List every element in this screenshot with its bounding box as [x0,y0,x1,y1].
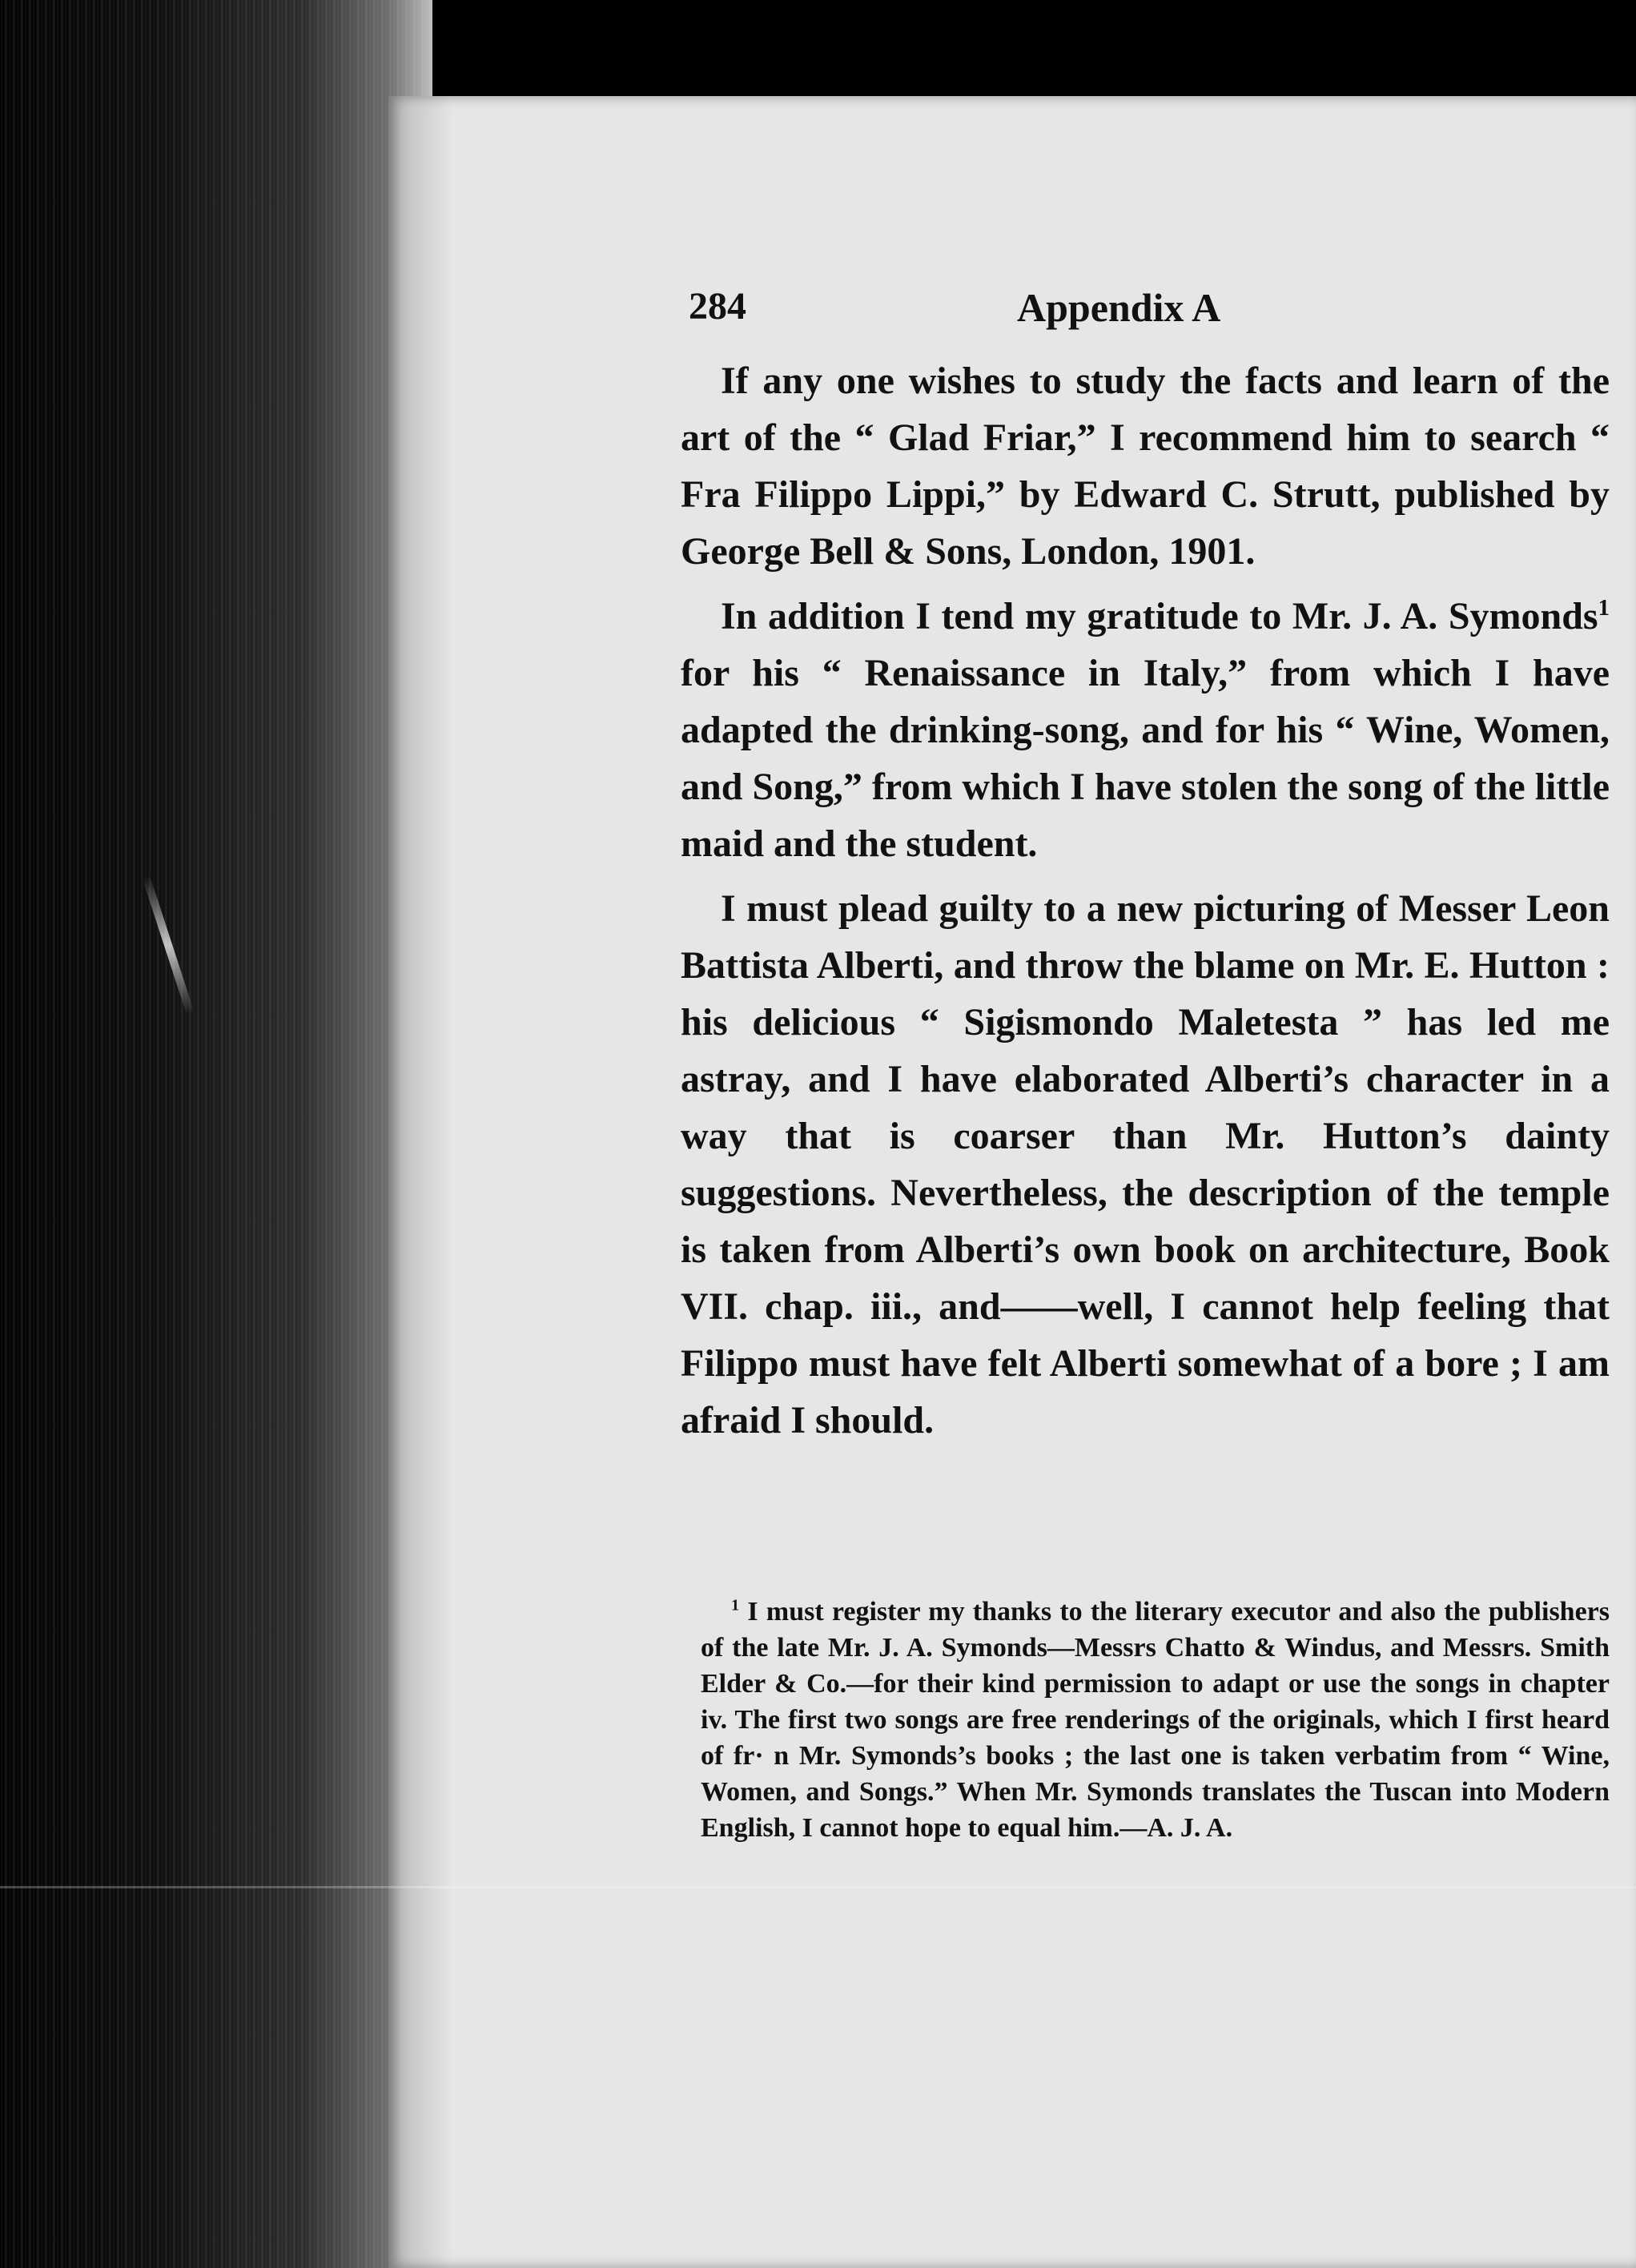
paragraph-1: If any one wishes to study the facts and learn of the art of the “ Glad Friar,” I recommend him to search “ Fra Filippo Lippi,” by Edward C. Strutt, published by George Bell & Sons, London, 1901. [681,360,1610,573]
footnote-marker: 1 [731,1596,740,1615]
page-header [689,284,1538,348]
footnote-paragraph [701,1594,1610,1846]
paragraph-3: I must plead guilty to a new picturing of Messer Leon Battista Alberti, and throw the blame on Mr. E. Hutton : his delicious “ Sigismondo Maletesta ” has led me astray, and I have elaborated Alberti’s character in a way that is coarser than Mr. Hutton’s dainty suggestions. Nevertheless, the description of the temple is taken from Alberti’s own book on architecture, Book VII. chap. iii., and——well, I cannot help feeling that Filippo must have felt Alberti somewhat of a bore ; I am afraid I should. [681,887,1610,1442]
page-number: 284 [689,285,746,328]
paragraph-2 [681,588,1610,872]
scan-artifact-line [0,1886,1636,1888]
footnote [701,1594,1610,1846]
paragraph-2-after-note: for his “ Renaissance in Italy,” from which I have adapted the drinking-song, and for his “ Wine, Women, and Song,” from which I have stolen the song of the little maid and the student. [681,652,1610,865]
paragraph-2-before-note: In addition I tend my gratitude to Mr. J. A. Symonds [721,595,1598,637]
running-head: Appendix A [1017,285,1221,330]
footnote-body: I must register my thanks to the literary executor and also the publishers of the late Mr. J. A. Symonds—Messrs Chatto & Windus, and Messrs. Smith Elder & Co.—for their kind permission to adapt or use the songs in chapter iv. The first two songs are free renderings of the originals, which I first heard of fr· n Mr. Symonds’s books ; the last one is taken verbatim from “ Wine, Women, and Songs.” When Mr. Symonds translates the Tuscan into Modern English, I cannot hope to equal him.—A. J. A. [701,1597,1610,1843]
book-page-edges [0,0,432,2268]
footnote-reference: 1 [1598,595,1610,621]
main-text [681,352,1610,1457]
page-gutter-shadow [388,96,452,2268]
